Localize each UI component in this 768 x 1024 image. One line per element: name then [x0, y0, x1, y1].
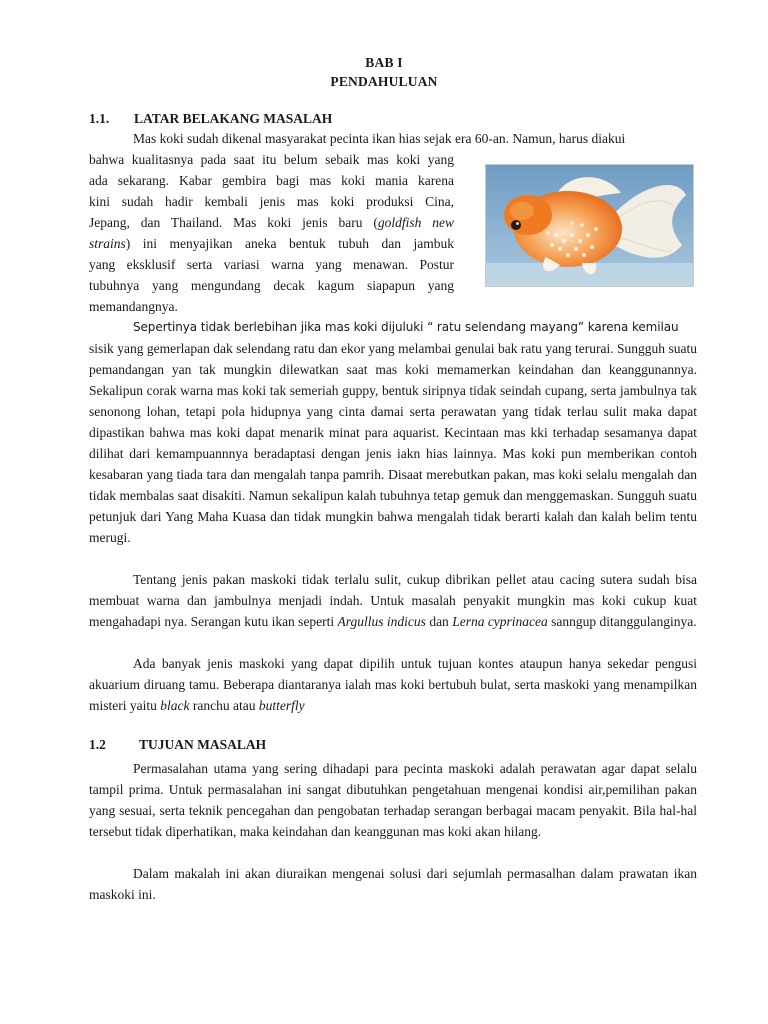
goldfish-photo: [485, 164, 694, 287]
section-2-p2-text: Dalam makalah ini akan diuraikan mengenai solusi dari sejumlah permasalhan dalam prawatan ikan maskoki ini.: [89, 866, 697, 902]
p1-line-7: yang eksklusif serta variasi warna yang menawan. Postur: [89, 257, 454, 272]
section-2-p1-text: Permasalahan utama yang sering dihadapi para pecinta maskoki adalah perawatan agar dapat selalu tampil prima. Untuk permasalahan ini sangat dibutuhkan pengetahuan mengenai kondisi air,pemilihan pakan yang sesuai, serta teknik pencegahan dan pengobatan terhadap serangan berbagai macam penyakit. Bila hal-hal tersebut tidak diperhatikan, maka keindahan dan keanggunan mas koki akan hilang.: [89, 761, 697, 839]
p4-text: Ada banyak jenis maskoki yang dapat dipilih untuk tujuan kontes ataupun hanya sekedar pengusi akuarium diruang tamu. Beberapa diantaranya ialah mas koki bertubuh bulat, serta maskoki yang menampilkan misteri yaitu black ranchu atau butterfly: [89, 656, 697, 713]
section-1-heading: [89, 111, 332, 127]
section-1-paragraph-2: [89, 317, 697, 548]
p1-line-2: bahwa kualitasnya pada saat itu belum sebaik mas koki yang: [89, 152, 454, 167]
section-2-title: TUJUAN MASALAH: [139, 737, 267, 752]
p1-line-9: memandangnya.: [89, 299, 178, 314]
section-1-paragraph-3: [89, 569, 697, 632]
p1-line-5: Jepang, dan Thailand. Mas koki jenis baru (goldfish new: [89, 215, 454, 230]
p1-line-6: strains) ini menyajikan aneka bentuk tubuh dan jambuk: [89, 236, 454, 251]
section-1-paragraph-4: [89, 653, 697, 716]
section-2-paragraph-1: [89, 758, 697, 842]
chapter-title: PENDAHULUAN: [330, 74, 438, 89]
section-1-title: LATAR BELAKANG MASALAH: [134, 111, 333, 126]
section-2-number: 1.2: [89, 737, 106, 752]
section-1-number: 1.1.: [89, 111, 110, 126]
p1-line-3: ada sekarang. Kabar gembira bagi mas koki mania karena: [89, 173, 454, 188]
p3-text: Tentang jenis pakan maskoki tidak terlalu sulit, cukup dibrikan pellet atau cacing sutera sudah bisa membuat warna dan jambulnya menjadi indah. Untuk masalah penyakit mungkin mas koki cukup kuat mengahadapi nya. Serangan kutu ikan seperti Argullus indicus dan Lerna cyprinacea sanngup ditanggulanginya.: [89, 572, 697, 629]
section-2-paragraph-2: [89, 863, 697, 905]
section-2-heading: [89, 737, 266, 753]
p2-body: sisik yang gemerlapan dak selendang ratu dan ekor yang melambai genulai bak ratu yang terurai. Sungguh suatu pemandangan yan tak mungkin dilewatkan saat mas koki memamerkan keindahan dan keanggunannya. Sekalipun corak warna mas koki tak semeriah guppy, bentuk siripnya tidak seindah cupang, serta jambulnya tak senonong lohan, tetapi pola hidupnya yang cinta damai serta perawatan yang tidak terlau sulit maka dapat dipastikan bahwa mas koki dapat menarik minat para aquarist. Kecintaan mas kki terhadap sesamanya dapat dilihat dari kemampuannnya beradaptasi dengan jenis iakn hias lainnya. Mas koki pun memberikan contoh kesabaran yang tiada tara dan mengalah tanpa pamrih. Disaat merebutkan pakan, mas koki selalu mengalah dan tidak membalas saat disakiti. Namun sekalipun kalah tubuhnya tetap gemuk dan menggemaskan. Sungguh suatu petunjuk dari Yang Maha Kuasa dan tidak mungkin bahwa mengalah tidak berarti kalah dan kalah belim tentu merugi.: [89, 341, 697, 545]
p2-first-line: Sepertinya tidak berlebihan jika mas koki dijuluki “ ratu selendang mayang” karena kemilau: [133, 320, 679, 334]
p1-line-8: tubuhnya yang mengundang decak kagum siapapun yang: [89, 278, 454, 293]
p1-line-4: kini sudah hadir kembali jenis mas koki produksi Cina,: [89, 194, 454, 209]
p1-line-1: Mas koki sudah dikenal masyarakat pecinta ikan hias sejak era 60-an. Namun, harus diakui: [133, 131, 626, 146]
chapter-label: BAB I: [365, 55, 403, 70]
